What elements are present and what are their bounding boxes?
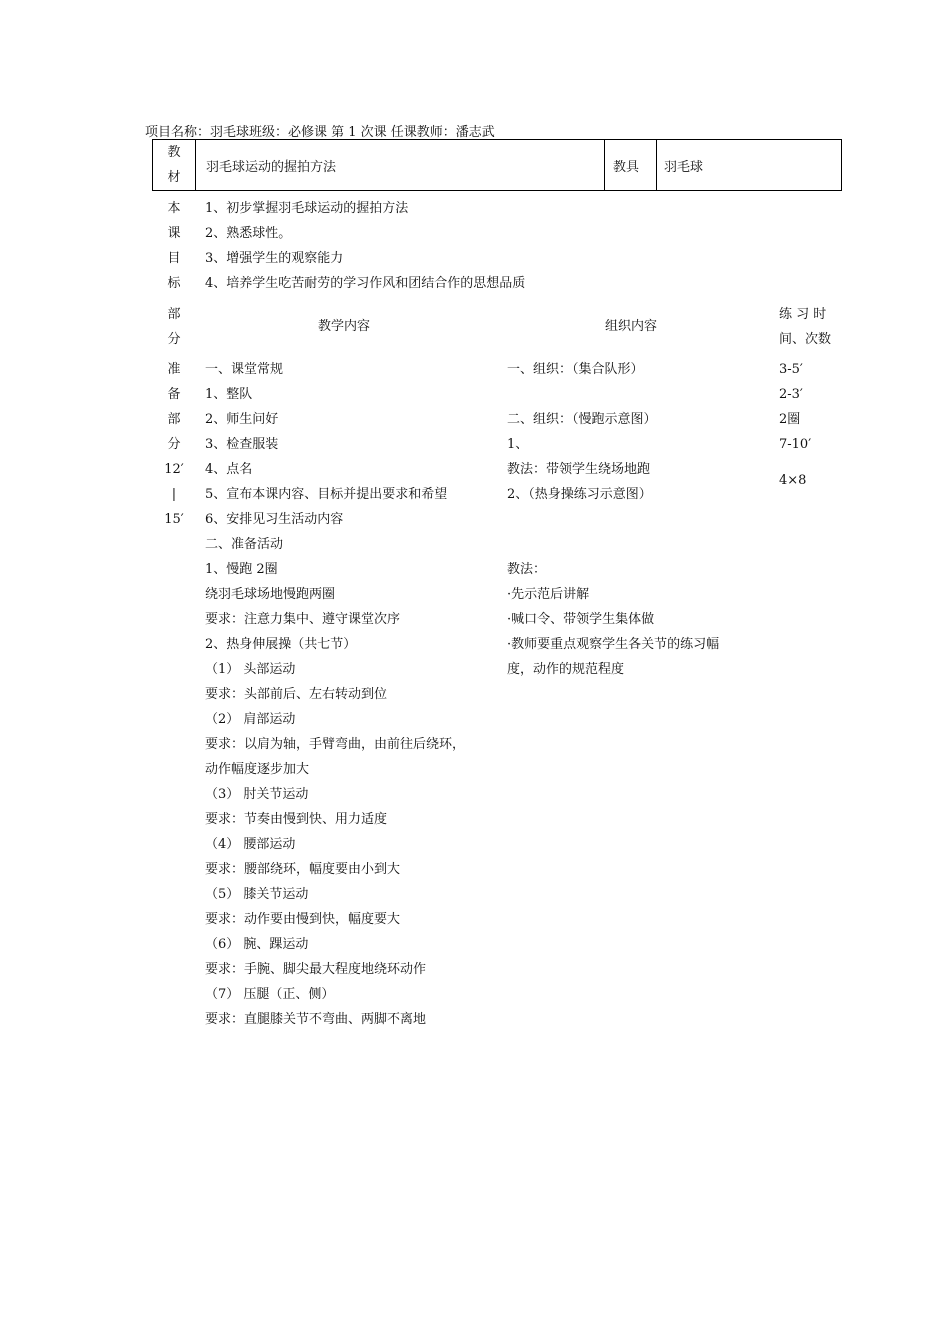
organization-line: 教法： [507, 562, 547, 577]
teaching-line: 4、点名 [205, 462, 253, 477]
prep-label: 分 [167, 437, 181, 452]
teaching-line: （5） 膝关节运动 [205, 887, 309, 902]
organization-line: 2、（热身操练习示意图） [507, 487, 652, 502]
prep-label: 备 [167, 387, 181, 402]
jiaocai-label [153, 140, 195, 190]
teaching-line: 要求：节奏由慢到快、用力适度 [205, 812, 388, 827]
col-practice-header-1: 练 习 时 [779, 307, 827, 322]
teaching-line: （2） 肩部运动 [205, 712, 296, 727]
jiaoju-value: 羽毛球 [664, 159, 704, 175]
teaching-line: 要求：注意力集中、遵守课堂次序 [205, 612, 401, 627]
teaching-line: 要求：动作要由慢到快，幅度要大 [205, 912, 401, 927]
teaching-line: 要求：手腕、脚尖最大程度地绕环动作 [205, 962, 427, 977]
goal-item: 3、增强学生的观察能力 [205, 251, 344, 266]
jiaoju-label: 教具 [613, 159, 640, 175]
practice-value: 2-3′ [779, 387, 803, 402]
goals-label-1: 本 [167, 201, 181, 216]
teaching-line: 1、整队 [205, 387, 253, 402]
goals-label-4: 标 [167, 276, 181, 291]
goal-item: 2、熟悉球性。 [205, 226, 292, 241]
teaching-line: 1、慢跑 2圈 [205, 562, 278, 577]
prep-label: 12′ [164, 462, 184, 477]
col-organization-header: 组织内容 [605, 319, 658, 334]
teaching-line: 2、热身伸展操（共七节） [205, 637, 357, 652]
practice-value: 2圈 [779, 412, 801, 427]
teaching-line: 动作幅度逐步加大 [205, 762, 310, 777]
teaching-line: （7） 压腿（正、侧） [205, 987, 335, 1002]
teaching-line: 绕羽毛球场地慢跑两圈 [205, 587, 336, 602]
jiaocai-value: 羽毛球运动的握拍方法 [206, 159, 337, 175]
organization-line: 二、组织：（慢跑示意图） [507, 412, 657, 427]
organization-line: ·先示范后讲解 [507, 587, 590, 602]
teaching-line: 3、检查服装 [205, 437, 279, 452]
jiaocai-label-2: 材 [167, 170, 181, 185]
goal-item: 4、培养学生吃苦耐劳的学习作风和团结合作的思想品质 [205, 276, 526, 291]
teaching-line: 二、准备活动 [205, 537, 284, 552]
teaching-line: （1） 头部运动 [205, 662, 296, 677]
col-part-1: 部 [167, 307, 181, 322]
goal-item: 1、初步掌握羽毛球运动的握拍方法 [205, 201, 409, 216]
teaching-line: （3） 肘关节运动 [205, 787, 309, 802]
organization-line: ·喊口令、带领学生集体做 [507, 612, 655, 627]
prep-label: | [171, 487, 177, 502]
organization-line: 1、 [507, 437, 529, 452]
teaching-line: 要求：腰部绕环，幅度要由小到大 [205, 862, 401, 877]
practice-value: 3-5′ [779, 362, 803, 377]
jiaocai-label-1: 教 [167, 145, 181, 160]
page-header: 项目名称：羽毛球班级：必修课 第 1 次课 任课教师：潘志武 [145, 125, 495, 140]
col-part-2: 分 [167, 332, 181, 347]
practice-value: 4×8 [779, 473, 807, 488]
teaching-line: 要求：直腿膝关节不弯曲、两脚不离地 [205, 1012, 427, 1027]
teaching-line: 要求：头部前后、左右转动到位 [205, 687, 388, 702]
goals-label-2: 课 [167, 226, 181, 241]
organization-line: 一、组织：（集合队形） [507, 362, 644, 377]
teaching-line: 要求：以肩为轴，手臂弯曲，由前往后绕环， [205, 737, 466, 752]
teaching-line: （4） 腰部运动 [205, 837, 296, 852]
teaching-line: 5、宣布本课内容、目标并提出要求和希望 [205, 487, 448, 502]
lesson-info-table [152, 139, 842, 191]
col-teaching-header: 教学内容 [318, 319, 371, 334]
teaching-line: 一、课堂常规 [205, 362, 284, 377]
prep-label: 15′ [164, 512, 184, 527]
organization-line: 教法：带领学生绕场地跑 [507, 462, 651, 477]
prep-label: 准 [167, 362, 181, 377]
goals-label-3: 目 [167, 251, 181, 266]
organization-line: ·教师要重点观察学生各关节的练习幅 [507, 637, 720, 652]
teaching-line: 6、安排见习生活动内容 [205, 512, 344, 527]
organization-line: 度，动作的规范程度 [507, 662, 625, 677]
teaching-line: （6） 腕、踝运动 [205, 937, 309, 952]
col-practice-header-2: 间、次数 [779, 332, 832, 347]
prep-label: 部 [167, 412, 181, 427]
practice-value: 7-10′ [779, 437, 812, 452]
teaching-line: 2、师生问好 [205, 412, 279, 427]
